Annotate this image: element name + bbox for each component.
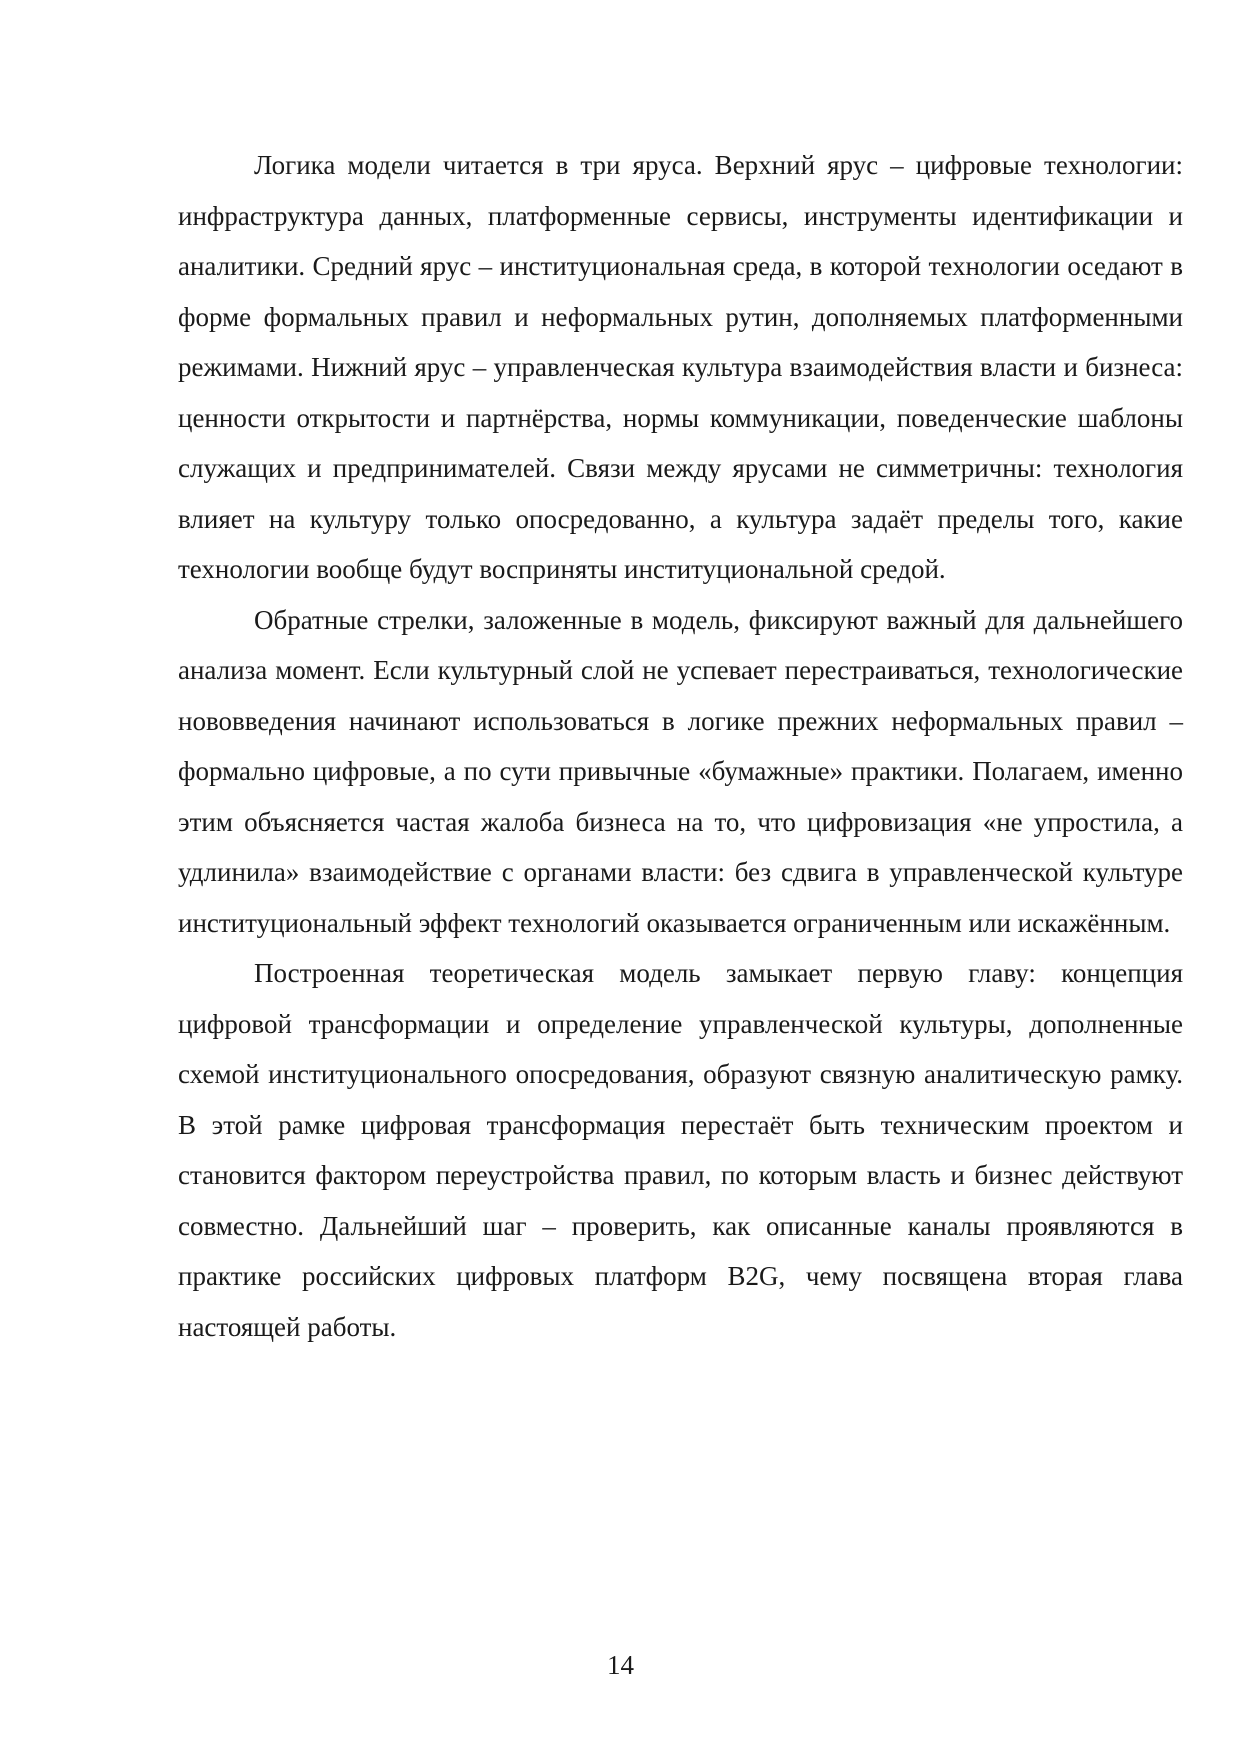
paragraph-chapter-conclusion: Построенная теоретическая модель замыкает первую главу: концепция цифровой трансформации и определение управленческой культуры, дополненные схемой институционального опосредования, образуют связную аналитическую рамку. В этой рамке цифровая трансформация перестаёт быть техническим проектом и становится фактором переустройства правил, по которым власть и бизнес действуют совместно. Дальнейший шаг – проверить, как описанные каналы проявляются в практике российских цифровых платформ B2G, чему посвящена вторая глава настоящей работы. [178, 958, 1183, 1342]
body-text [178, 140, 1183, 1352]
paragraph-feedback-arrows: Обратные стрелки, заложенные в модель, фиксируют важный для дальнейшего анализа момент. Если культурный слой не успевает перестраиваться, технологические нововведения начинают использоваться в логике прежних неформальных правил – формально цифровые, а по сути привычные «бумажные» практики. Полагаем, именно этим объясняется частая жалоба бизнеса на то, что цифровизация «не упростила, а удлинила» взаимодействие с органами власти: без сдвига в управленческой культуре институциональный эффект технологий оказывается ограниченным или искажённым. [178, 604, 1183, 938]
paragraph-model-tiers: Логика модели читается в три яруса. Верхний ярус – цифровые технологии: инфраструктура данных, платформенные сервисы, инструменты идентификации и аналитики. Средний ярус – институциональная среда, в которой технологии оседают в форме формальных правил и неформальных рутин, дополняемых платформенными режимами. Нижний ярус – управленческая культура взаимодействия власти и бизнеса: ценности открытости и партнёрства, нормы коммуникации, поведенческие шаблоны служащих и предпринимателей. Связи между ярусами не симметричны: технология влияет на культуру только опосредованно, а культура задаёт пределы того, какие технологии вообще будут восприняты институциональной средой. [178, 150, 1183, 584]
page-number: 14 [607, 1650, 634, 1680]
